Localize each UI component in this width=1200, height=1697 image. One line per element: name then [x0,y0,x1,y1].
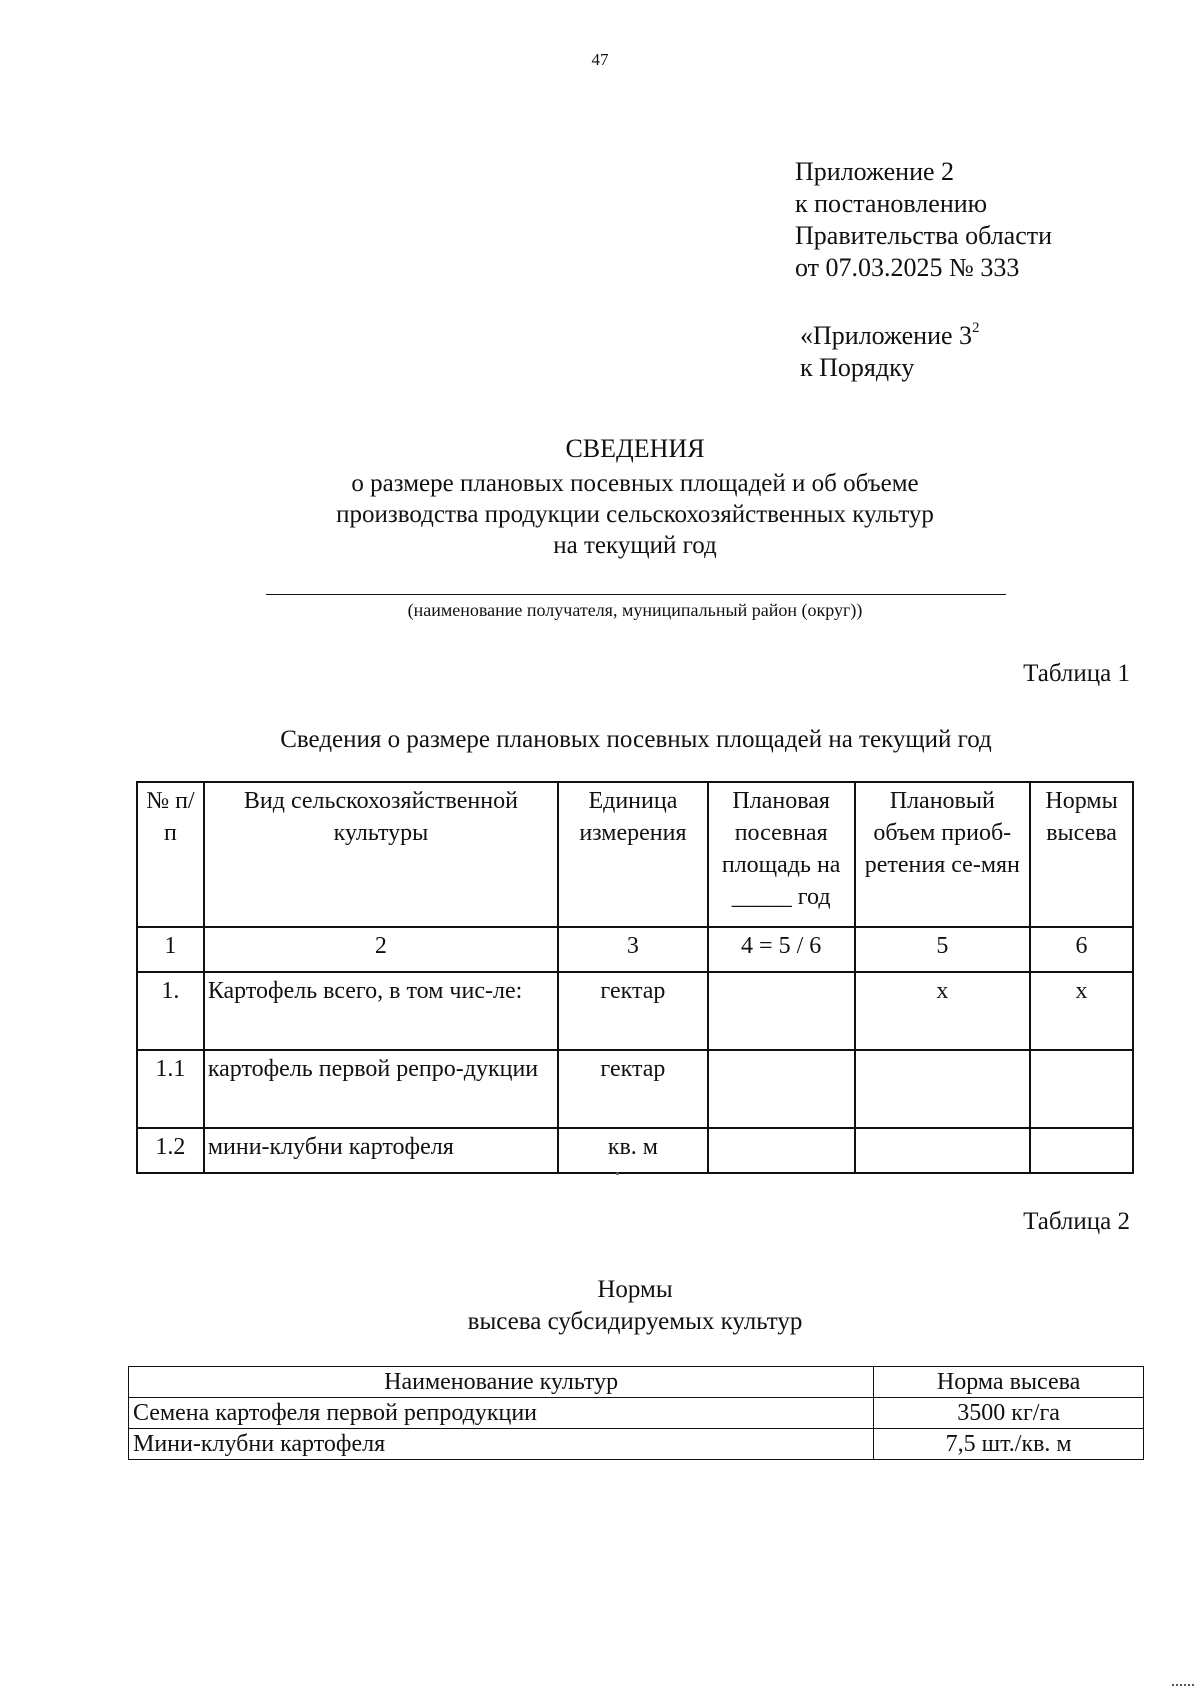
document-subtitle [0,468,1200,561]
table2 [128,1366,1144,1460]
table1-header-cell: Плановая посевная площадь на _____ год [708,782,855,927]
table2-header-row [129,1367,1144,1398]
table2-cell: 7,5 шт./кв. м [874,1429,1144,1460]
table1-number: Таблица 1 [1023,660,1130,687]
table2-title-line: высева субсидируемых культур [467,1308,803,1335]
table1-cell [855,1050,1031,1128]
attachment-line: Правительства области [795,221,1053,250]
table1-cell: 3 [558,927,708,972]
subtitle-line: о размере плановых посевных площадей и об объеме [351,470,919,497]
table1-cell [708,972,855,1050]
table1-cell: гектар [558,1050,708,1128]
table1-cell [708,1050,855,1128]
table2-title [0,1274,1200,1338]
table1-cell: мини-клубни картофеля [204,1128,558,1173]
table1-cell: 2 [204,927,558,972]
appendix-line [800,312,980,352]
scan-artifact [1172,1684,1194,1692]
attachment-block [795,156,1052,284]
table1-cell: 6 [1030,927,1133,972]
table1-number-row [137,927,1133,972]
table2-header-cell: Наименование культур [129,1367,874,1398]
scan-speck [616,1172,619,1175]
appendix-block [800,312,980,384]
table1-caption: Сведения о размере плановых посевных площадей на текущий год [280,726,992,753]
table2-cell: Мини-клубни картофеля [129,1429,874,1460]
table1-header-cell: № п/п [137,782,204,927]
table1-cell: кв. м [558,1128,708,1173]
table-row [137,972,1133,1050]
subtitle-line: производства продукции сельскохозяйственных культур [336,501,934,528]
table1-cell: Картофель всего, в том чис-ле: [204,972,558,1050]
subtitle-line: на текущий год [553,532,717,559]
table1-cell: 4 = 5 / 6 [708,927,855,972]
table1-cell: х [1030,972,1133,1050]
table1-header-row [137,782,1133,927]
appendix-superscript: 2 [972,320,980,336]
appendix-line: к Порядку [800,353,915,382]
attachment-line: к постановлению [795,189,988,218]
table1-cell [855,1128,1031,1173]
table1-cell: 1 [137,927,204,972]
table1-cell: х [855,972,1031,1050]
table1-cell: картофель первой репро-дукции [204,1050,558,1128]
table1 [136,781,1134,1174]
table1-cell [1030,1128,1133,1173]
table1-cell: 1.1 [137,1050,204,1128]
table-row [137,1128,1133,1173]
table1-header-cell: Единица измерения [558,782,708,927]
table-row [137,1050,1133,1128]
table2-number: Таблица 2 [1023,1208,1130,1235]
recipient-blank-caption: (наименование получателя, муниципальный район (округ)) [407,600,863,620]
table1-header-cell: Нормы высева [1030,782,1133,927]
page-number: 47 [591,50,609,69]
appendix-prefix: «Приложение 3 [800,321,973,350]
table1-cell [1030,1050,1133,1128]
table1-cell: 1. [137,972,204,1050]
attachment-line: Приложение 2 [795,157,955,186]
table1-header-cell: Вид сельскохозяйственной культуры [204,782,558,927]
table-row [129,1429,1144,1460]
table2-title-line: Нормы [597,1276,673,1303]
table1-cell: 5 [855,927,1031,972]
table1-header-cell: Плановый объем приоб-ретения се-мян [855,782,1031,927]
table1-cell [708,1128,855,1173]
table-row [129,1398,1144,1429]
table2-cell: 3500 кг/га [874,1398,1144,1429]
table2-header-cell: Норма высева [874,1367,1144,1398]
table1-cell: гектар [558,972,708,1050]
table2-cell: Семена картофеля первой репродукции [129,1398,874,1429]
attachment-line: от 07.03.2025 № 333 [795,253,1020,282]
recipient-blank-line [266,594,1006,595]
table1-cell: 1.2 [137,1128,204,1173]
document-title: СВЕДЕНИЯ [565,434,705,463]
